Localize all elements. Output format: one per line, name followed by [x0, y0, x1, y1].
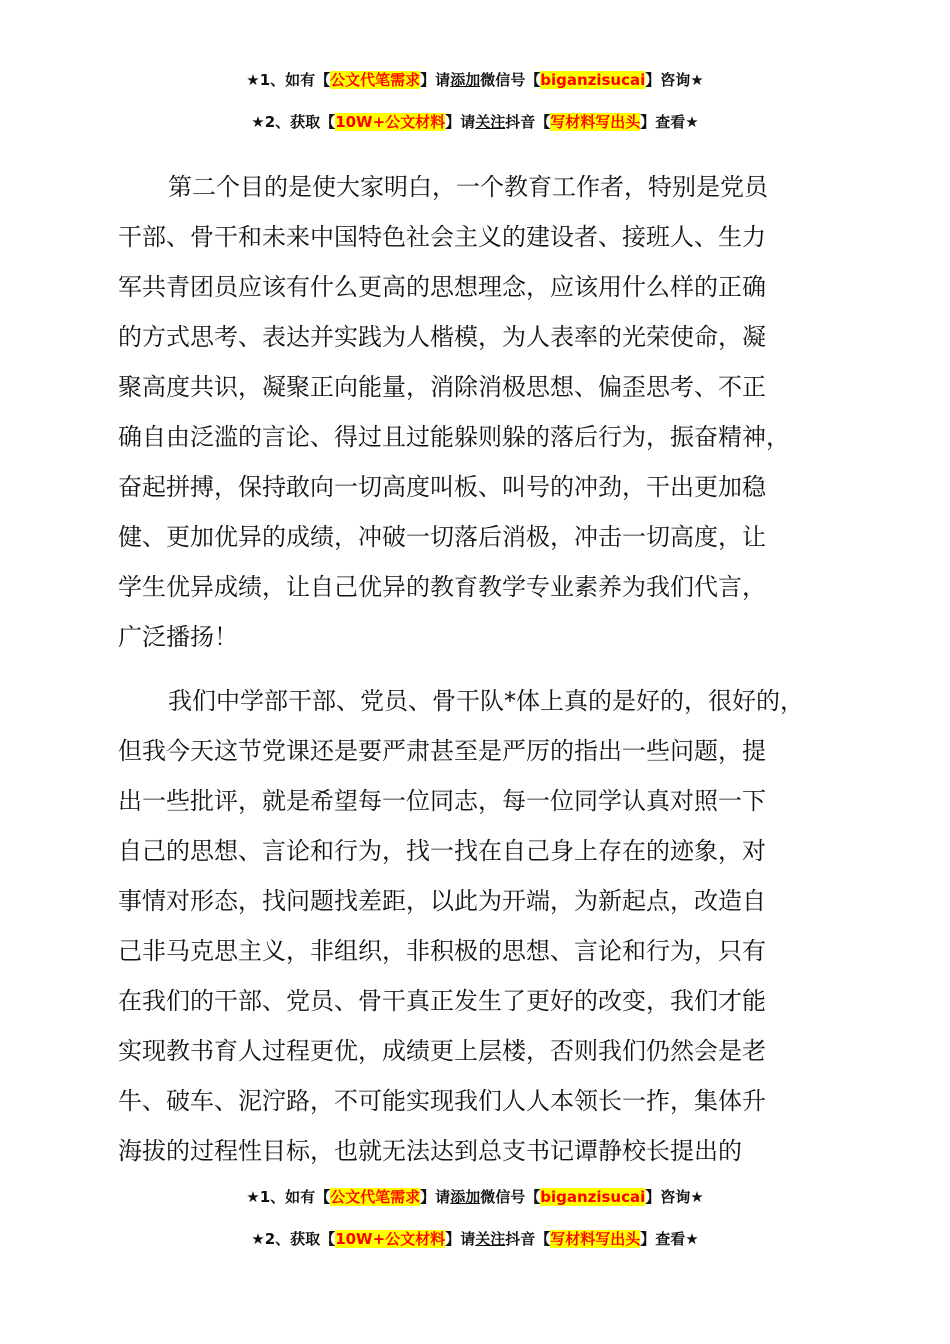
paragraph-spacing [118, 662, 863, 676]
highlight-wechat-id: biganzisucai [540, 1188, 646, 1206]
underline-add: 添加 [450, 71, 481, 89]
highlight-materials: 10W+公文材料 [335, 1230, 446, 1248]
header-line2-mid1: 】请 [445, 113, 476, 131]
header-line1-suffix: 】咨询★ [645, 71, 704, 89]
paragraph-line: 学生优异成绩，让自己优异的教育教学专业素养为我们代言， [118, 573, 766, 601]
header-line2-suffix: 】查看★ [640, 113, 699, 131]
header-line1-prefix: ★1、如有【 [246, 71, 331, 89]
footer-line2-suffix: 】查看★ [640, 1230, 699, 1248]
paragraph-line: 军共青团员应该有什么更高的思想理念，应该用什么样的正确 [118, 273, 766, 301]
paragraph-line: 健、更加优异的成绩，冲破一切落后消极，冲击一切高度，让 [118, 523, 766, 551]
paragraph-line: 广泛播扬！ [118, 623, 238, 651]
footer-promo-line-1 [0, 1186, 950, 1208]
underline-follow: 关注 [475, 1230, 506, 1248]
paragraph-line: 的方式思考、表达并实践为人楷模，为人表率的光荣使命，凝 [118, 323, 766, 351]
paragraph-2 [118, 676, 863, 1176]
paragraph-line: 实现教书育人过程更优，成绩更上层楼，否则我们仍然会是老 [118, 1037, 766, 1065]
paragraph-line: 聚高度共识，凝聚正向能量，消除消极思想、偏歪思考、不正 [118, 373, 766, 401]
header-line2-mid2: 抖音【 [505, 113, 551, 131]
highlight-wechat-id: biganzisucai [540, 71, 646, 89]
paragraph-line: 出一些批评，就是希望每一位同志，每一位同学认真对照一下 [118, 787, 766, 815]
paragraph-1 [118, 162, 863, 662]
header-promo-line-2 [0, 111, 950, 133]
paragraph-line: 我们中学部干部、党员、骨干队*体上真的是好的，很好的， [168, 687, 804, 715]
paragraph-line: 自己的思想、言论和行为，找一找在自己身上存在的迹象，对 [118, 837, 766, 865]
header-line1-mid1: 】请 [420, 71, 451, 89]
paragraph-line: 但我今天这节党课还是要严肃甚至是严厉的指出一些问题，提 [118, 737, 766, 765]
underline-follow: 关注 [475, 113, 506, 131]
footer-line1-suffix: 】咨询★ [645, 1188, 704, 1206]
paragraph-line: 确自由泛滥的言论、得过且过能躲则躲的落后行为，振奋精神， [118, 423, 790, 451]
footer-line1-prefix: ★1、如有【 [246, 1188, 331, 1206]
footer-line1-mid2: 微信号【 [480, 1188, 541, 1206]
paragraph-line: 干部、骨干和未来中国特色社会主义的建设者、接班人、生力 [118, 223, 766, 251]
paragraph-line: 海拔的过程性目标，也就无法达到总支书记谭静校长提出的 [118, 1137, 742, 1165]
highlight-ghostwriting: 公文代笔需求 [330, 1188, 421, 1206]
footer-line2-mid1: 】请 [445, 1230, 476, 1248]
paragraph-line: 在我们的干部、党员、骨干真正发生了更好的改变，我们才能 [118, 987, 766, 1015]
paragraph-line: 牛、破车、泥泞路，不可能实现我们人人本领长一拃，集体升 [118, 1087, 766, 1115]
footer-line2-prefix: ★2、获取【 [251, 1230, 336, 1248]
highlight-ghostwriting: 公文代笔需求 [330, 71, 421, 89]
highlight-douyin-account: 写材料写出头 [550, 113, 641, 131]
paragraph-line: 第二个目的是使大家明白，一个教育工作者，特别是党员 [168, 173, 768, 201]
document-body [118, 162, 863, 1176]
header-promo-line-1 [0, 69, 950, 91]
paragraph-line: 奋起拼搏，保持敢向一切高度叫板、叫号的冲劲，干出更加稳 [118, 473, 766, 501]
footer-line1-mid1: 】请 [420, 1188, 451, 1206]
highlight-douyin-account: 写材料写出头 [550, 1230, 641, 1248]
highlight-materials: 10W+公文材料 [335, 113, 446, 131]
header-line2-prefix: ★2、获取【 [251, 113, 336, 131]
underline-add: 添加 [450, 1188, 481, 1206]
paragraph-line: 己非马克思主义，非组织，非积极的思想、言论和行为，只有 [118, 937, 766, 965]
footer-promo-line-2 [0, 1228, 950, 1250]
header-line1-mid2: 微信号【 [480, 71, 541, 89]
footer-line2-mid2: 抖音【 [505, 1230, 551, 1248]
paragraph-line: 事情对形态，找问题找差距，以此为开端，为新起点，改造自 [118, 887, 766, 915]
